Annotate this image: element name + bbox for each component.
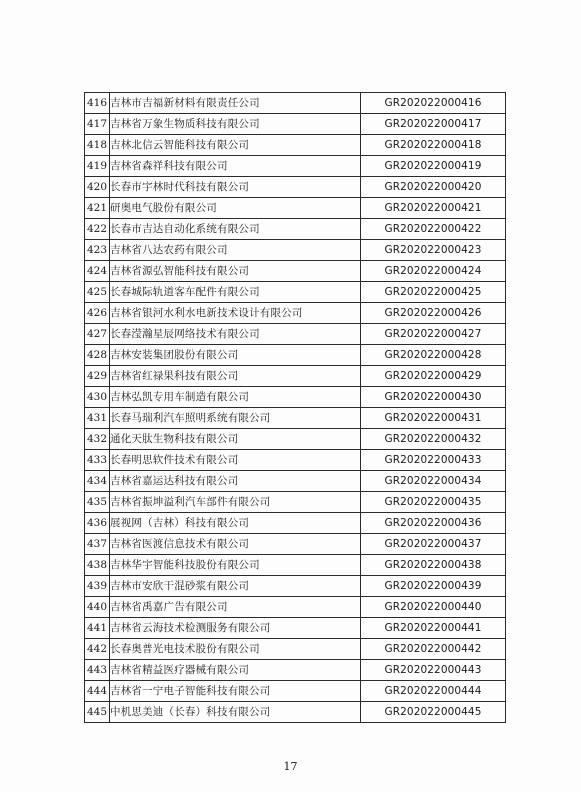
row-number-cell: 418: [85, 135, 110, 156]
certificate-code-cell: GR202022000437: [361, 534, 506, 555]
company-name-cell: 吉林省森祥科技有限公司: [110, 156, 361, 177]
table-row: [85, 93, 506, 114]
certificate-code-cell: GR202022000417: [361, 114, 506, 135]
company-name-cell: 吉林省一宁电子智能科技有限公司: [110, 681, 361, 702]
certificate-code-cell: GR202022000434: [361, 471, 506, 492]
certificate-code-cell: GR202022000445: [361, 702, 506, 723]
row-number-cell: 427: [85, 324, 110, 345]
certificate-code-cell: GR202022000420: [361, 177, 506, 198]
row-number-cell: 421: [85, 198, 110, 219]
table-row: [85, 471, 506, 492]
table-row: [85, 135, 506, 156]
company-name-cell: 吉林安装集团股份有限公司: [110, 345, 361, 366]
table-row: [85, 555, 506, 576]
company-name-cell: 中机思美迪（长春）科技有限公司: [110, 702, 361, 723]
company-name-cell: 吉林省精益医疗器械有限公司: [110, 660, 361, 681]
table-row: [85, 219, 506, 240]
row-number-cell: 426: [85, 303, 110, 324]
company-name-cell: 研奥电气股份有限公司: [110, 198, 361, 219]
row-number-cell: 436: [85, 513, 110, 534]
row-number-cell: 430: [85, 387, 110, 408]
page-number: 17: [283, 760, 298, 773]
table-row: [85, 156, 506, 177]
table-body: [85, 93, 506, 723]
certificate-code-cell: GR202022000428: [361, 345, 506, 366]
company-name-cell: 长春城际轨道客车配件有限公司: [110, 282, 361, 303]
company-name-cell: 展视网（吉林）科技有限公司: [110, 513, 361, 534]
enterprise-list-table: [84, 92, 506, 723]
certificate-code-cell: GR202022000426: [361, 303, 506, 324]
certificate-code-cell: GR202022000439: [361, 576, 506, 597]
certificate-code-cell: GR202022000436: [361, 513, 506, 534]
certificate-code-cell: GR202022000419: [361, 156, 506, 177]
table-row: [85, 408, 506, 429]
row-number-cell: 441: [85, 618, 110, 639]
table-row: [85, 345, 506, 366]
table-row: [85, 681, 506, 702]
company-name-cell: 吉林省医渡信息技术有限公司: [110, 534, 361, 555]
company-name-cell: 吉林弘凯专用车制造有限公司: [110, 387, 361, 408]
certificate-code-cell: GR202022000432: [361, 429, 506, 450]
company-name-cell: 吉林省嘉运达科技有限公司: [110, 471, 361, 492]
certificate-code-cell: GR202022000430: [361, 387, 506, 408]
company-name-cell: 长春滢瀚星辰网络技术有限公司: [110, 324, 361, 345]
row-number-cell: 440: [85, 597, 110, 618]
certificate-code-cell: GR202022000425: [361, 282, 506, 303]
certificate-code-cell: GR202022000443: [361, 660, 506, 681]
row-number-cell: 428: [85, 345, 110, 366]
row-number-cell: 425: [85, 282, 110, 303]
table-row: [85, 597, 506, 618]
certificate-code-cell: GR202022000433: [361, 450, 506, 471]
certificate-code-cell: GR202022000442: [361, 639, 506, 660]
table-row: [85, 639, 506, 660]
company-name-cell: 吉林华宇智能科技股份有限公司: [110, 555, 361, 576]
table-row: [85, 387, 506, 408]
table-row: [85, 702, 506, 723]
table-row: [85, 282, 506, 303]
row-number-cell: 445: [85, 702, 110, 723]
certificate-code-cell: GR202022000422: [361, 219, 506, 240]
table-row: [85, 114, 506, 135]
table-row: [85, 429, 506, 450]
row-number-cell: 438: [85, 555, 110, 576]
certificate-code-cell: GR202022000435: [361, 492, 506, 513]
row-number-cell: 444: [85, 681, 110, 702]
certificate-code-cell: GR202022000444: [361, 681, 506, 702]
company-name-cell: 长春明思软件技术有限公司: [110, 450, 361, 471]
certificate-code-cell: GR202022000440: [361, 597, 506, 618]
row-number-cell: 422: [85, 219, 110, 240]
table-row: [85, 198, 506, 219]
company-name-cell: 吉林省禹嘉广告有限公司: [110, 597, 361, 618]
row-number-cell: 431: [85, 408, 110, 429]
company-name-cell: 吉林省振坤溢利汽车部件有限公司: [110, 492, 361, 513]
table-row: [85, 324, 506, 345]
company-name-cell: 吉林省红禄果科技有限公司: [110, 366, 361, 387]
table-row: [85, 618, 506, 639]
table-row: [85, 576, 506, 597]
table-row: [85, 492, 506, 513]
row-number-cell: 429: [85, 366, 110, 387]
company-name-cell: 长春马瑞利汽车照明系统有限公司: [110, 408, 361, 429]
certificate-code-cell: GR202022000427: [361, 324, 506, 345]
row-number-cell: 419: [85, 156, 110, 177]
certificate-code-cell: GR202022000431: [361, 408, 506, 429]
company-name-cell: 长春市吉达自动化系统有限公司: [110, 219, 361, 240]
certificate-code-cell: GR202022000441: [361, 618, 506, 639]
row-number-cell: 416: [85, 93, 110, 114]
table-row: [85, 261, 506, 282]
row-number-cell: 443: [85, 660, 110, 681]
table-row: [85, 450, 506, 471]
row-number-cell: 442: [85, 639, 110, 660]
row-number-cell: 417: [85, 114, 110, 135]
row-number-cell: 437: [85, 534, 110, 555]
table-row: [85, 513, 506, 534]
certificate-code-cell: GR202022000429: [361, 366, 506, 387]
table-row: [85, 366, 506, 387]
certificate-code-cell: GR202022000416: [361, 93, 506, 114]
company-name-cell: 通化天肽生物科技有限公司: [110, 429, 361, 450]
table-row: [85, 177, 506, 198]
certificate-code-cell: GR202022000421: [361, 198, 506, 219]
row-number-cell: 424: [85, 261, 110, 282]
certificate-code-cell: GR202022000423: [361, 240, 506, 261]
table-row: [85, 534, 506, 555]
company-name-cell: 吉林市安欣干混砂浆有限公司: [110, 576, 361, 597]
company-name-cell: 吉林省云海技术检测服务有限公司: [110, 618, 361, 639]
row-number-cell: 423: [85, 240, 110, 261]
table-row: [85, 660, 506, 681]
certificate-code-cell: GR202022000418: [361, 135, 506, 156]
table-row: [85, 303, 506, 324]
certificate-code-cell: GR202022000438: [361, 555, 506, 576]
company-name-cell: 吉林市吉福新材料有限责任公司: [110, 93, 361, 114]
table-row: [85, 240, 506, 261]
company-name-cell: 长春奥普光电技术股份有限公司: [110, 639, 361, 660]
row-number-cell: 432: [85, 429, 110, 450]
company-name-cell: 吉林省万象生物质科技有限公司: [110, 114, 361, 135]
row-number-cell: 433: [85, 450, 110, 471]
company-name-cell: 吉林省八达农药有限公司: [110, 240, 361, 261]
row-number-cell: 420: [85, 177, 110, 198]
company-name-cell: 吉林北信云智能科技有限公司: [110, 135, 361, 156]
row-number-cell: 434: [85, 471, 110, 492]
company-name-cell: 吉林省银河水利水电新技术设计有限公司: [110, 303, 361, 324]
company-name-cell: 长春市宇林时代科技有限公司: [110, 177, 361, 198]
company-name-cell: 吉林省源弘智能科技有限公司: [110, 261, 361, 282]
row-number-cell: 435: [85, 492, 110, 513]
certificate-code-cell: GR202022000424: [361, 261, 506, 282]
row-number-cell: 439: [85, 576, 110, 597]
